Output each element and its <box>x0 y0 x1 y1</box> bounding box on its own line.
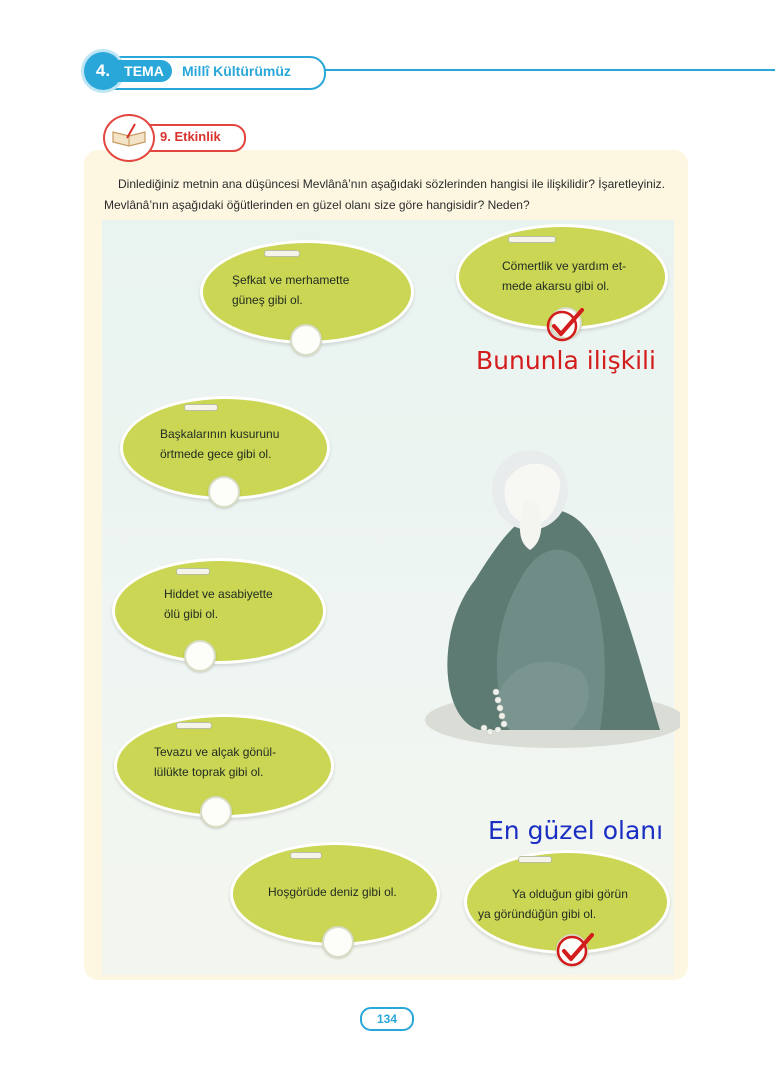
open-book-icon <box>103 114 155 162</box>
answer-line <box>290 852 322 859</box>
answer-line <box>176 722 212 729</box>
bubble-covering-faults-text: Başkalarının kusurunu örtmede gece gibi ol. <box>160 427 280 461</box>
header-line <box>300 69 775 71</box>
bubble-tolerance-text: Hoşgörüde deniz gibi ol. <box>268 885 397 899</box>
activity-label: 9. Etkinlik <box>160 129 221 144</box>
activity-instructions: Dinlediğiniz metnin ana düşüncesi Mevlânâ’nın aşağıdaki sözlerinden hangisi ile ilişkilidir? İşaretleyiniz. Mevlânâ’nın aşağıdaki öğütlerinden en güzel olanı size göre hangisidir? Neden? <box>104 177 665 212</box>
theme-word: TEMA <box>116 60 172 82</box>
answer-line <box>508 236 556 243</box>
page-number: 134 <box>360 1007 414 1031</box>
answer-line <box>176 568 210 575</box>
annotation-most-beautiful: En güzel olanı <box>488 816 664 845</box>
bubble-anger-text: Hiddet ve asabiyette ölü gibi ol. <box>164 587 273 621</box>
bubble-anger-checkbox[interactable] <box>184 640 216 672</box>
bubble-tolerance-checkbox[interactable] <box>322 926 354 958</box>
mevlana-figure-illustration <box>420 430 680 765</box>
check-mark-icon <box>544 306 586 346</box>
bubble-humility-checkbox[interactable] <box>200 796 232 828</box>
bubble-be-as-you-are-text: Ya olduğun gibi görün ya göründüğün gibi ol. <box>478 887 628 921</box>
answer-line <box>264 250 300 257</box>
answer-line <box>518 856 552 863</box>
annotation-related: Bununla ilişkili <box>476 346 656 375</box>
bubble-covering-faults-checkbox[interactable] <box>208 476 240 508</box>
bubble-compassion-text: Şefkat ve merhamette güneş gibi ol. <box>232 273 350 307</box>
bubble-humility-text: Tevazu ve alçak gönül- lülükte toprak gibi ol. <box>154 745 277 779</box>
theme-number-badge: 4. <box>84 52 122 90</box>
answer-line <box>184 404 218 411</box>
bubble-compassion-checkbox[interactable] <box>290 324 322 356</box>
bubble-generosity-text: Cömertlik ve yardım et- mede akarsu gibi ol. <box>502 259 627 293</box>
check-mark-icon <box>554 930 596 970</box>
theme-title: Millî Kültürümüz <box>182 63 291 79</box>
